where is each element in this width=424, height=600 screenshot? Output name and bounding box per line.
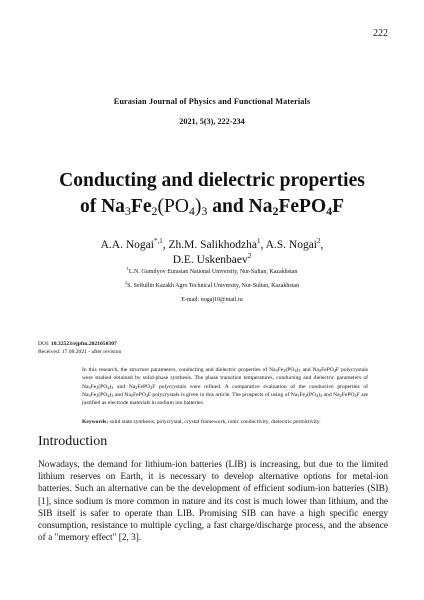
formula-2-sub: 2 [272,204,279,218]
formula-1-sub: 3 [201,204,208,218]
author-name: D.E. Uskenbaev [172,254,248,266]
abstract-text: (PO [98,391,108,398]
author-name: , A.S. Nogai [260,239,317,251]
title-and: and [207,196,249,217]
abstract-sub: 3 [320,392,323,398]
abstract-sub: 4 [107,392,110,398]
title-line-2 [80,196,344,217]
abstract-sub: 4 [107,384,110,390]
keywords-text: solid state synthesis, polycrystal, crystal framework, ionic conductivity, dielectric permittivity. [108,419,321,425]
abstract-text: F are justified as electrode materials in sodium ion batteries. [82,391,368,407]
keywords-label: Keywords: [82,419,109,425]
abstract-text: (PO [285,367,295,373]
abstract-text: Fe [90,383,97,390]
journal-issue: 2021, 5(3), 222-234 [179,117,245,126]
formula-1 [101,196,207,217]
abstract-sub: 4 [150,384,153,390]
paper-title [0,168,424,220]
abstract-text: (PO [98,383,108,390]
abstract-sub: 4 [316,392,319,398]
formula-2-part: FePO [278,196,327,217]
abstract-sub: 3 [298,368,301,373]
formula-1-part: Fe [130,196,152,217]
abstract [82,366,368,407]
abstract-sub: 2 [96,384,99,390]
keywords [82,418,368,426]
abstract-text: Fe [299,391,305,398]
abstract-text: ) [109,391,112,398]
formula-1-sub: 3 [124,204,131,218]
abstract-text: F polycrystals is given in this article. The prospects of using of Na [147,391,298,398]
abstract-text: F polycrystals were refined. A comparative evaluation of the conductive properties of Na [82,383,368,398]
affiliation-text: S. Seifullin Kazakh Agro Technical University, Nur-Sultan, Kazakhstan [127,283,300,289]
author-affiliation-mark: 2 [317,237,321,245]
affiliation-1 [0,266,424,275]
abstract-text: FePO [321,367,334,373]
author-affiliation-mark: *,1 [153,237,163,245]
abstract-text: FePO [133,391,146,398]
abstract-sub: 2 [318,368,322,373]
formula-2-part: Na [248,196,273,217]
section-heading-introduction: Introduction [38,434,108,449]
affiliation-mark: 1 [126,266,129,271]
formula-1-part: (PO [157,196,189,217]
abstract-text: ) [318,391,321,398]
title-line-1: Conducting and dielectric properties [59,170,365,191]
abstract-sub: 2 [135,384,138,390]
doi-label: DOI: [38,341,51,347]
abstract-sub: 2 [130,392,134,398]
formula-1-sub: 4 [188,204,195,218]
doi-line [38,341,117,347]
abstract-text: FePO [137,383,151,390]
author-affiliation-mark: 2 [247,252,252,260]
abstract-text: and Na [322,391,340,398]
abstract-text: Fe [277,367,284,373]
doi-value: 10.32523/ejpfm.2021050307 [50,341,117,347]
abstract-text: F polycrystals were studied obtained by solid-phase synthesis. The phase transition temperatures, conducting and dielectric parameters of Na [82,367,368,390]
abstract-text: FePO [341,391,355,398]
formula-1-part: ) [194,196,202,217]
affiliation-2 [0,280,424,289]
abstract-text: and Na [113,383,136,390]
abstract-sub: 3 [111,392,114,398]
abstract-sub: 4 [145,392,148,398]
abstract-text: In this research, the structure parameters, conducting and dielectric properties of Na [82,367,276,373]
affiliation-text: L.N. Gumilyov Eurasian National University, Nur-Sultan, Kazakhstan [128,269,298,275]
abstract-sub: 2 [304,392,308,398]
abstract-sub: 4 [333,368,336,373]
abstract-text: and Na [113,391,131,398]
introduction-paragraph: Nowadays, the demand for lithium-ion batteries (LIB) is increasing, but due to the limited lithium reserves on Earth, it is necessary to develop alternative options for metal-ion batteries. Such an alternative can be the development of efficient sodium-ion batteries (SIB) [1], since sodium is more common in nature and its cost is much lower than lithium, and the SIB itself is safer to operate than LIB. Promising SIB can have a high specific energy consumption, resistance to multiple cycling, a fast charge/discharge process, and the absence of a "memory effect" [2, 3]. [38,460,388,544]
author-separator: , [320,239,324,251]
abstract-text: Fe [90,391,97,398]
formula-2 [249,196,344,217]
journal-name: Eurasian Journal of Physics and Functional Materials [113,97,311,106]
abstract-sub: 2 [339,392,342,398]
abstract-sub: 2 [283,368,286,373]
formula-2-sub: 4 [326,204,333,218]
abstract-sub: 4 [294,368,297,373]
formula-1-part: Na [101,196,125,217]
author-name: A.A. Nogai [100,239,154,251]
abstract-sub: 2 [96,392,99,398]
author-name: , Zh.M. Salikhodzha [162,239,257,251]
title-prefix: of [79,196,102,217]
abstract-text: (PO [307,391,317,398]
abstract-sub: 3 [275,368,278,373]
abstract-sub: 3 [297,392,300,398]
abstract-sub: 3 [88,384,91,390]
affiliation-mark: 2 [124,280,128,285]
page-number: 222 [373,28,388,39]
author-list [0,238,424,268]
abstract-sub: 3 [111,384,114,390]
abstract-text: ) [296,367,299,373]
abstract-sub: 3 [88,392,91,398]
formula-1-sub: 2 [151,204,158,218]
abstract-text: and Na [300,367,319,373]
abstract-text: ) [109,383,112,390]
author-affiliation-mark: 1 [256,237,261,245]
corresponding-email: E-mail: nogaj10@mail.ru [181,297,243,303]
formula-2-part: F [332,196,345,217]
received-date: Received: 17.08.2021 - after revision [38,349,122,355]
abstract-sub: 4 [354,392,357,398]
